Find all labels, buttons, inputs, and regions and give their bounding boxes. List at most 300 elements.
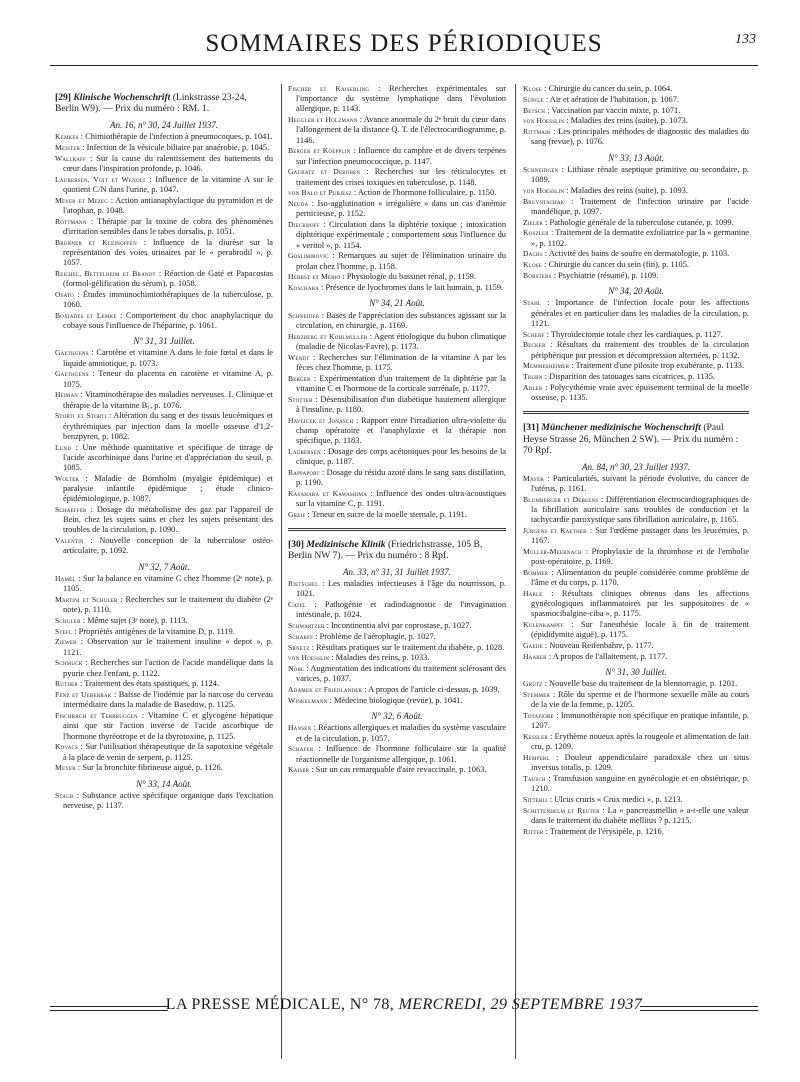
article-authors: Greif (288, 509, 306, 519)
issue-heading: An. 16, n° 30, 24 Juillet 1937. (109, 119, 219, 130)
article-title: : Traitement d'une pilosite trop exubérante, p. 1133. (571, 361, 745, 371)
article-entry (55, 290, 273, 310)
article-entry (523, 330, 749, 340)
article-authors: Kasahara et Kawashima (288, 488, 368, 498)
article-authors: Scherf (523, 329, 545, 339)
article-title: : Résultats pratiques sur le traitement du diabète, p. 1028. (311, 642, 505, 652)
article-title: : Sur l'œdème passager dans les leucémies, p. 1167. (531, 526, 749, 546)
article-entry (523, 197, 749, 217)
article-title: : Douleur appendiculaire paradoxale chez un situs inversus totalis, p. 1209. (531, 753, 749, 773)
article-title: : Résultats du traitement des troubles de la circulation périphérique par pression et décompression alternées, p. 1132. (531, 340, 749, 360)
article-title: : Réactions allergiques et maladies du système vasculaire et de la circulation, p. 1057. (296, 723, 506, 743)
article-authors: Schaeffer (55, 505, 87, 515)
article-authors: Catel (288, 600, 307, 610)
article-title: : Résultats cliniques obtenus dans les affections gynécologiques inflammatoires par les suppositoires de « spasmocibalgine-ciba », p. 1175. (531, 589, 749, 619)
article-title: : Sur l'anesthésie locale à fin de traitement (épididymite aiguë), p. 1175. (531, 620, 749, 640)
article-entry (523, 271, 749, 281)
article-title: : Recherches sur les réticulocytes et traitement des crises toxiques en tuberculose, p. 1148. (296, 167, 506, 187)
article-authors: Koszler (523, 228, 549, 238)
article-entry (55, 791, 273, 811)
article-entry (288, 84, 506, 115)
article-entry (288, 468, 506, 488)
article-entry (288, 374, 506, 394)
article-title: : Avance anormale du 2ᵉ bruit du cœur dans l'allongement de la distance Q. T. de l'électrocardiogramme, p. 1146. (296, 115, 506, 145)
article-authors: Mayer (523, 473, 544, 483)
issue-heading: N° 32, 6 Août. (371, 711, 423, 722)
journal-heading (55, 92, 273, 115)
article-authors: Memmesheimer (523, 361, 570, 371)
article-entry (523, 711, 749, 731)
article-entry (523, 753, 749, 773)
article-authors: Klose (523, 84, 542, 93)
journal-number: [29] (55, 92, 71, 103)
article-authors: Trubn (523, 372, 543, 382)
article-entry (288, 167, 506, 187)
section-separator (523, 411, 749, 414)
article-authors: von Hoesslin (288, 653, 330, 663)
article-entry (288, 744, 506, 764)
article-entry (55, 711, 273, 742)
article-title: : Chirurgie du cancer du sein, p. 1064. (544, 84, 673, 93)
article-entry (523, 679, 749, 689)
article-title: : Recherches sur l'élimination de la vitamine A par les fèces chez l'homme, p. 1175. (296, 352, 506, 372)
article-entry (523, 641, 749, 651)
article-title: : Importance de l'infection focale pour les affections générales et en particulier dans les maladies de la circulation, p. 1121. (531, 298, 749, 328)
article-authors: Harle (523, 589, 543, 599)
article-title: : Altération du sang et des tissus leucémiques et érythrémiques par injection dans la moelle osseuse d'1,2-benzpyren, p. 1082. (63, 411, 273, 441)
article-title: : Sur l'utilisation thérapeutique de la sapotoxine végétale à la place de venin de serpent, p. 1125. (63, 742, 273, 762)
article-entry (288, 115, 506, 146)
article-entry (288, 199, 506, 219)
article-entry (288, 653, 506, 663)
article-title: : Vaccination par vaccin mixte, p. 1071. (547, 105, 681, 115)
article-title: : Sur la cause du ralentissement des battements du cœur dans l'inspiration profonde, p. 1046. (63, 153, 273, 173)
article-title: : Traitement de l'érysipèle, p. 1216. (545, 827, 664, 837)
journal-info: (Friedrichstrasse, 105 B, Berlin NW 7). — Prix du numéro : 8 Rpf. (288, 539, 483, 562)
article-authors: Laurersen (288, 446, 321, 456)
article-entry (288, 220, 506, 251)
issue-heading: N° 34, 20 Août. (608, 286, 664, 297)
article-authors: Meister (55, 142, 81, 152)
article-authors: Heggler et Holzmann (288, 115, 358, 125)
article-entry (55, 763, 273, 773)
footer-issue: N° 78, (349, 996, 395, 1013)
article-title: : Carotène et vitamine A dans le foie fœtal et dans le liquide amniotique, p. 1073. (63, 348, 273, 368)
article-entry (55, 536, 273, 556)
article-authors: Heiman (55, 390, 79, 400)
article-entry (55, 658, 273, 678)
article-entry (523, 495, 749, 526)
article-authors: Berger et Koepplin (288, 146, 351, 156)
article-entry (288, 353, 506, 373)
article-authors: Laurersen, Voit et Wenolt (55, 174, 146, 184)
article-entry (55, 175, 273, 195)
article-authors: Nöbl (288, 664, 305, 674)
article-entry (288, 664, 506, 684)
article-title: : Nouvelle base du traitement de la blennorragie, p. 1201. (544, 679, 738, 689)
article-title: : Réaction de Gaté et Papacostas (formol-gélification du sérum), p. 1058. (63, 268, 273, 289)
article-authors: Herzberg et Kohlmüller (288, 331, 368, 341)
article-title: : Problème de l'aérophagie, p. 1027. (315, 631, 436, 641)
article-authors: Berger (288, 373, 311, 383)
article-title: : Une méthode quantitative et spécifique de titrage de l'acide ascorbinique dans l'urine et d'appréciation du seuil, p. 1085. (63, 442, 273, 473)
journal-info: (Paul Heyse Strasse 26, München 2 SW). — Prix du numéro : 70 Rpf. (523, 422, 739, 457)
article-entry (55, 143, 273, 153)
article-authors: Winkelmann (288, 696, 328, 706)
article-entry (55, 311, 273, 331)
article-authors: Wolter (55, 473, 80, 483)
article-authors: Srnetz (288, 642, 310, 652)
article-title: : Alimentation du peuple considérée comme problème de l'âme et du corps, p. 1170. (531, 568, 749, 588)
article-title: : Lithiase rénale aseptique primitive ou secondaire, p. 1089. (531, 164, 749, 184)
article-entry (523, 260, 749, 270)
article-title: : A propos de l'article ci-dessus, p. 1039. (364, 685, 500, 695)
article-authors: Fenz et Ueberrak (55, 690, 112, 700)
article-title: : Agent étiologique du bubon climatique (maladie de Nicolas-Favre), p. 1173. (296, 331, 506, 351)
article-title: : Recherches sur l'action de l'acide mandélique dans la pyurie chez l'enfant, p. 1122. (63, 658, 273, 678)
article-entry (55, 390, 273, 410)
article-authors: Schwartzer (288, 621, 325, 631)
article-authors: Kemkes (55, 132, 79, 142)
article-entry (288, 272, 506, 282)
article-entry (523, 827, 749, 837)
article-authors: Süpfle (523, 94, 544, 104)
footer-text (50, 996, 758, 1014)
article-authors: Scharff (288, 631, 314, 641)
article-title: : Dosage du métabolisme des gaz par l'appareil de Bein, chez les sujets sains et chez les sujets présentant des troubles de la circulation, p. 1090. (63, 505, 273, 535)
article-title: : Médecine biologique (revue), p. 1041. (329, 696, 463, 706)
article-authors: Blumberger et Debeens (523, 494, 599, 504)
article-authors: Rappaport (288, 467, 320, 477)
article-title: : Nouvelle conception de la tuberculose ostéo-articulaire, p. 1092. (63, 536, 273, 556)
article-entry (523, 806, 749, 826)
article-entry (523, 795, 749, 805)
article-title: : Rôle du sperme et de l'hormone sexuelle mâle au cours de la vie de la femme, p. 1205. (531, 690, 749, 710)
article-authors: von Hoesslin (523, 116, 565, 126)
article-entry (523, 218, 749, 228)
article-entry (523, 690, 749, 710)
article-title: : Bases de l'appréciation des substances agissant sur la circulation, en chirurgie, p. 1169. (296, 310, 506, 330)
article-entry (523, 84, 749, 94)
article-authors: Schafer (288, 744, 314, 754)
journal-name: Münchener medizinische Wochenschrift (541, 422, 701, 434)
article-entry (288, 188, 506, 198)
article-authors: Totafiore (523, 711, 554, 721)
journal-heading (288, 539, 506, 562)
article-authors: von Hoesslin (523, 185, 565, 195)
article-title: : Rapport entre l'irradiation ultra-violette du champ opératoire et l'anaphylaxie et la thérapie non spécifique, p. 1183. (296, 415, 506, 446)
footer-rule-right (640, 1006, 758, 1011)
article-title: : Recherches sur le traitement du diabète (2ᵉ note), p. 1110. (63, 594, 273, 615)
article-authors: Schittenhelm et Reuter (523, 806, 600, 816)
article-authors: Hansen (288, 723, 312, 733)
article-entry (55, 690, 273, 710)
article-title: : Prophylaxie de la thrombose et de l'embolie post-opératoire, p. 1169. (531, 547, 749, 567)
article-entry (55, 505, 273, 536)
article-entry (523, 568, 749, 588)
article-title: : Infection de la vésicule biliaire par anaérobie, p. 1045. (82, 142, 270, 152)
article-authors: Tausch (523, 774, 546, 784)
article-entry (288, 489, 506, 509)
article-title: : Augmentation des indications du traitement sclérosant des varices, p. 1037. (296, 664, 506, 684)
article-title: : Influence de la vitamine A sur le quotient C/N dans l'urine, p. 1047. (63, 174, 273, 194)
article-title: : Circulation dans la diphtérie toxique ; intoxication diphtérique expérimentale ; comportement sous l'influence du « veritol », p. 1154. (296, 220, 506, 250)
article-title: : Air et aération de l'habitation, p. 1067. (545, 94, 679, 104)
article-entry (523, 298, 749, 329)
article-authors: Gaethgens (55, 369, 89, 379)
article-authors: Rietschel (288, 579, 319, 589)
article-authors: Osato (55, 289, 74, 299)
article-authors: Wendt (288, 352, 310, 362)
journal-number: [31] (523, 422, 539, 434)
issue-heading: N° 34, 21 Août. (369, 298, 425, 309)
column-divider (515, 84, 516, 1059)
footer-date: MERCREDI, 29 SEPTEMBRE 1937 (398, 996, 643, 1013)
article-entry (523, 383, 749, 403)
issue-heading: An. 33, n° 31, 31 Juillet 1937. (342, 566, 452, 577)
article-entry (523, 116, 749, 126)
article-authors: Bronner et Kleinoffen (55, 237, 137, 247)
article-entry (288, 311, 506, 331)
article-authors: Adamek et Friedlander (288, 685, 363, 695)
article-title: : Pathogénie et radiodiagnostic de l'invagination intestinale, p. 1024. (296, 600, 506, 620)
article-entry (523, 186, 749, 196)
article-title: : Influence de l'hormone folliculaire sur la qualité réactionnelle de l'organisme allergique, p. 1061. (296, 744, 506, 764)
article-authors: Staub (55, 790, 74, 800)
article-entry (523, 372, 749, 382)
article-title: : Teneur en sucre de la moelle sternale, p. 1191. (307, 509, 467, 519)
page-header (50, 28, 758, 66)
article-title: : Action antianaphylactique du pyramidon et de l'atophan, p. 1048. (63, 195, 273, 215)
article-title: : La « pancreasmellin » a-t-elle une valeur dans le traitement du diabète mellitus ? p. 1215. (531, 806, 749, 826)
article-authors: Schneider (288, 310, 320, 320)
article-title: : Nouveau Reifenbahre, p. 1177. (544, 641, 654, 651)
article-title: : Influence des ondes ultra-acoustiques sur la vitamine C, p. 1191. (296, 488, 506, 509)
article-entry (55, 443, 273, 474)
article-authors: Bommer (523, 568, 549, 578)
article-title: : Maladies des reins (suite), p. 1073. (566, 116, 688, 126)
article-title: : Thérapie par la toxine de cobra des phénomènes d'irritation sensibles dans le tabes dorsalis, p. 1051. (63, 216, 273, 236)
article-authors: Ziewer (55, 637, 77, 647)
article-authors: Stotter (288, 394, 313, 404)
journal-heading (523, 422, 749, 456)
article-title: : Les principales méthodes de diagnostic des maladies du sang (revue), p. 1076. (531, 127, 749, 147)
article-entry (55, 679, 273, 689)
article-authors: Herbst et Merio (288, 272, 341, 282)
article-title: : Observation sur le traitement insuline « depot », p. 1121. (63, 637, 273, 657)
article-entry (288, 251, 506, 271)
article-title: : Immunothérapie non spécifique en pratique infantile, p. 1207. (531, 711, 749, 731)
article-title: : Teneur du placenta en carotène et vitamine A, p. 1075. (63, 369, 273, 389)
article-authors: Havlicek et Jonasch (288, 415, 354, 425)
article-authors: Bruyntschak (523, 196, 565, 206)
article-authors: Stemmer (523, 690, 551, 700)
issue-heading: N° 31, 30 Juillet. (605, 667, 667, 678)
article-authors: Schuler (55, 615, 81, 625)
article-title: : Dosage des corps acétoniques pour les besoins de la clinique, p. 1187. (296, 446, 506, 467)
column-2 (288, 84, 506, 1064)
journal-name: Klinische Wochenschrift (73, 92, 171, 103)
article-authors: Koschaba (288, 283, 319, 293)
article-title: : Traitement de l'infection urinaire par l'acide mandélique, p. 1097. (531, 196, 749, 216)
article-title: : Traitement de la dermatite exfoliatrice par la « germanine », p. 1102. (531, 228, 749, 248)
article-title: : Physiologie du bassinet rénal, p. 1159. (342, 272, 476, 282)
column-divider (281, 84, 282, 1059)
article-entry (288, 332, 506, 352)
article-title: : Disparition des tatouages sans cicatrices, p. 1135. (544, 372, 716, 382)
article-title: : Influence du camphre et de divers terpènes sur l'infection pneumococcique, p. 1147. (296, 146, 506, 166)
article-authors: Fischer et Kaiserling (288, 84, 370, 93)
article-authors: Gaethgens (55, 348, 89, 358)
article-title: : Dosage du résidu azoté dans le sang sans distillation, p. 1190. (296, 467, 506, 488)
article-title: : Vitamine C et glycogène hépatique ainsi que sur l'action inverse de l'acide ascorbique de l'hormone thyréotrope et de la thyrotoxine, p. 1125. (63, 711, 273, 741)
article-title: : Substance active spécifique organique dans l'excitation nerveuse, p. 1137. (63, 790, 273, 811)
article-title: : Maladie de Bornholm (myalgie épidémique) et paralysie infantile épidémique ; étude clinico-épidémiologique, p. 1087. (63, 473, 273, 504)
article-authors: Lund (55, 442, 72, 452)
article-authors: Storti et Storti (55, 411, 107, 421)
article-authors: Meyer et Mezeg (55, 195, 109, 205)
article-entry (55, 217, 273, 237)
page-number: 133 (735, 32, 756, 47)
article-entry (523, 474, 749, 494)
article-authors: Grütz (523, 679, 543, 689)
article-authors: Haaber (523, 652, 547, 662)
article-authors: Valentin (55, 536, 84, 546)
article-entry (55, 269, 273, 289)
article-entry (55, 369, 273, 389)
article-title: : Ulcus cruris « Crux medici », p. 1213. (549, 795, 683, 805)
article-title: : Baisse de l'iodémie par la narcose du cerveau intermédiaire dans la maladie de Basedow, p. 1125. (63, 690, 273, 710)
article-entry (55, 574, 273, 594)
article-authors: Reichel, Bettelheim et Brandt (55, 268, 156, 278)
article-authors: Goslimirovic (288, 251, 329, 261)
article-entry (523, 652, 749, 662)
article-authors: Boxiades et Lemke (55, 310, 117, 320)
article-authors: Borsters (523, 270, 552, 280)
journal-info: (Linkstrasse 23-24, Berlin W9). — Prix du numéro : RM. 1. (55, 92, 247, 115)
article-title: : Activité des bains de soufre en dermatologie, p. 1103. (544, 249, 730, 259)
article-title: : Erythème noueux après la rougeole et alimentation de lait cru, p. 1209. (531, 732, 749, 752)
article-entry (55, 132, 273, 142)
article-title: : Transfusion sanguine en gynécologie et en obstétrique, p. 1210. (531, 774, 749, 794)
article-entry (55, 411, 273, 442)
article-entry (523, 340, 749, 360)
article-authors: Jürgens et Kaether (523, 526, 587, 536)
article-entry (523, 127, 749, 147)
article-entry (55, 154, 273, 174)
article-title: : Maladies des reins (suite), p. 1093. (566, 185, 688, 195)
article-entry (523, 732, 749, 752)
article-entry (523, 228, 749, 248)
article-entry (288, 146, 506, 166)
article-title: : Remarques au sujet de l'élimination urinaire du prolan chez l'homme, p. 1158. (296, 251, 506, 271)
article-authors: Schmuck (55, 658, 83, 668)
article-authors: Hemperl (523, 753, 550, 763)
column-1 (55, 84, 273, 984)
article-entry (55, 616, 273, 626)
article-authors: Meyer (55, 763, 76, 773)
article-entry (288, 696, 506, 706)
article-title: : Maladies des reins, p. 1033. (331, 653, 430, 663)
article-authors: Kessler (523, 732, 548, 742)
article-title: : Différentiation électrocardiographiques de la fibrillation auriculaire sans troubles de conduction et la tachycardie paroxystique sans fibrillation auriculaire, p. 1165. (531, 494, 749, 525)
article-title: : Sur la balance en vitamine C chez l'homme (2ᵉ note), p. 1105. (63, 573, 273, 594)
article-entry (523, 547, 749, 567)
article-title: : Vitaminothérapie des maladies nerveuses. I. Clinique et thérapie de la vitamine B₁, p. 1076. (63, 390, 273, 410)
article-authors: Wallraff (55, 153, 86, 163)
article-entry (55, 742, 273, 762)
article-authors: Neuda (288, 199, 309, 209)
article-authors: Muller-Meernach (523, 547, 582, 557)
article-entry (523, 361, 749, 371)
article-title: : Iso-agglutination « irrégulière » dans un cas d'anémie pernicieuse, p. 1152. (296, 199, 506, 219)
article-authors: Rittmair (523, 127, 551, 137)
article-authors: Hamel (55, 573, 76, 583)
article-authors: Martini et Schuler (55, 594, 118, 604)
journal-number: [30] (288, 539, 304, 551)
issue-heading: An. 84, n° 30, 23 Juillet 1937. (581, 461, 691, 472)
article-title: : Présence de lyochromes dans le lait humain, p. 1159. (321, 283, 504, 293)
article-authors: Kovacs (55, 742, 78, 752)
article-title: : Expérimentation d'un traitement de la diphtérie par la vitamine C et l'hormone de la corticale surrénale, p. 1177. (296, 373, 506, 393)
article-entry (55, 595, 273, 615)
article-title: : Thyroïdectomie totale chez les cardiaques, p. 1127. (546, 329, 723, 339)
article-authors: Kaiser (288, 765, 310, 775)
article-title: : Désensibilisation d'un diabétique hautement allergique à l'insuline, p. 1180. (296, 394, 506, 414)
article-authors: Stahl (523, 298, 542, 308)
article-entry (288, 283, 506, 293)
article-entry (288, 643, 506, 653)
article-authors: Zieler (523, 217, 544, 227)
article-title: : Psychiatrie (résumé), p. 1109. (553, 270, 659, 280)
article-title: : Même sujet (3ᵉ note), p. 1113. (82, 615, 188, 625)
article-title: : Les maladies infectieuses à l'âge du nourrisson, p. 1021. (296, 579, 506, 599)
article-authors: Rüther (55, 679, 78, 689)
article-entry (55, 627, 273, 637)
article-entry (523, 589, 749, 620)
section-separator (288, 528, 506, 531)
column-3 (523, 84, 749, 984)
article-authors: Ritter (523, 827, 544, 837)
article-authors: Rottmann (55, 216, 87, 226)
article-title: : Pathologie générale de la tuberculose cutanée, p. 1099. (545, 217, 734, 227)
article-title: : Action de l'hormone folliculaire, p. 1150. (353, 188, 497, 198)
article-title: : Recherches expérimentales sur l'importance du système lymphatique dans l'évolution allergique, p. 1143. (296, 84, 506, 114)
article-title: : Influence de la diurèse sur la représentation des voies urinaires par le « perabrodil », p. 1057. (63, 237, 273, 268)
article-entry (288, 395, 506, 415)
article-title: : Incontinentia alvi par coprostase, p. 1027. (326, 621, 472, 631)
article-entry (55, 474, 273, 505)
header-rule (50, 65, 758, 66)
article-entry (55, 637, 273, 657)
article-entry (288, 416, 506, 447)
article-title: : Propriétés antigènes de la vitamine D, p. 1119. (74, 626, 235, 636)
article-entry (288, 632, 506, 642)
article-title: : Études immunochimiothérapiques de la tuberculose, p. 1060. (63, 289, 273, 310)
article-authors: Gaede (523, 641, 543, 651)
article-entry (523, 620, 749, 640)
article-authors: Sitterli (523, 795, 548, 805)
article-entry (288, 723, 506, 743)
article-entry (288, 447, 506, 467)
article-authors: Adler (523, 382, 543, 392)
article-entry (288, 685, 506, 695)
article-entry (523, 106, 749, 116)
article-entry (55, 196, 273, 216)
article-entry (288, 600, 506, 620)
issue-heading: N° 33, 14 Août. (136, 778, 192, 789)
article-entry (523, 249, 749, 259)
